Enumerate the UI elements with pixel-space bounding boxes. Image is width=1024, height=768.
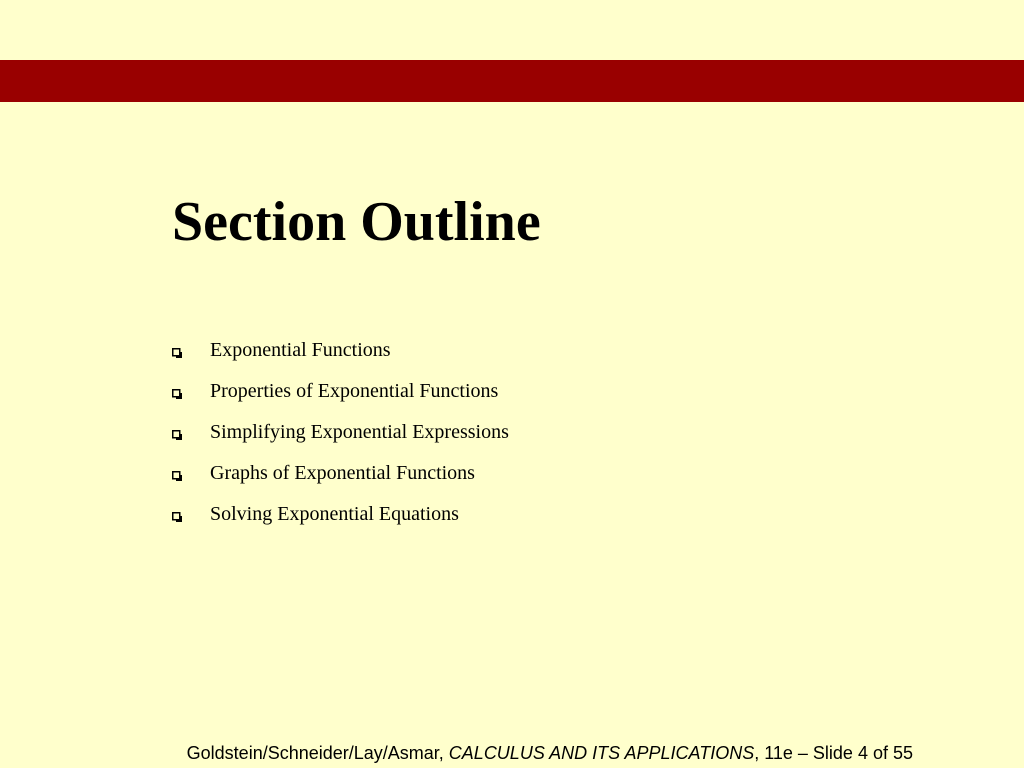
footer-slide-number: , 11e – Slide 4 of 55 <box>754 743 913 763</box>
header-bar <box>0 60 1024 102</box>
list-item <box>172 494 509 535</box>
hollow-square-bullet-icon <box>172 471 182 481</box>
footer-book-title: CALCULUS AND ITS APPLICATIONS <box>448 743 755 763</box>
bullet-text: Simplifying Exponential Expressions <box>210 421 509 443</box>
list-item <box>172 412 509 453</box>
hollow-square-bullet-icon <box>172 512 182 522</box>
list-item <box>172 453 509 494</box>
bullet-text: Exponential Functions <box>210 339 391 361</box>
slide-footer <box>187 741 913 765</box>
slide-title: Section Outline <box>172 191 541 253</box>
bullet-list <box>172 330 509 535</box>
list-item <box>172 371 509 412</box>
hollow-square-bullet-icon <box>172 348 182 358</box>
bullet-text: Graphs of Exponential Functions <box>210 462 475 484</box>
hollow-square-bullet-icon <box>172 430 182 440</box>
hollow-square-bullet-icon <box>172 389 182 399</box>
bullet-text: Solving Exponential Equations <box>210 503 459 525</box>
footer-authors: Goldstein/Schneider/Lay/Asmar, <box>186 743 449 763</box>
list-item <box>172 330 509 371</box>
bullet-text: Properties of Exponential Functions <box>210 380 499 402</box>
